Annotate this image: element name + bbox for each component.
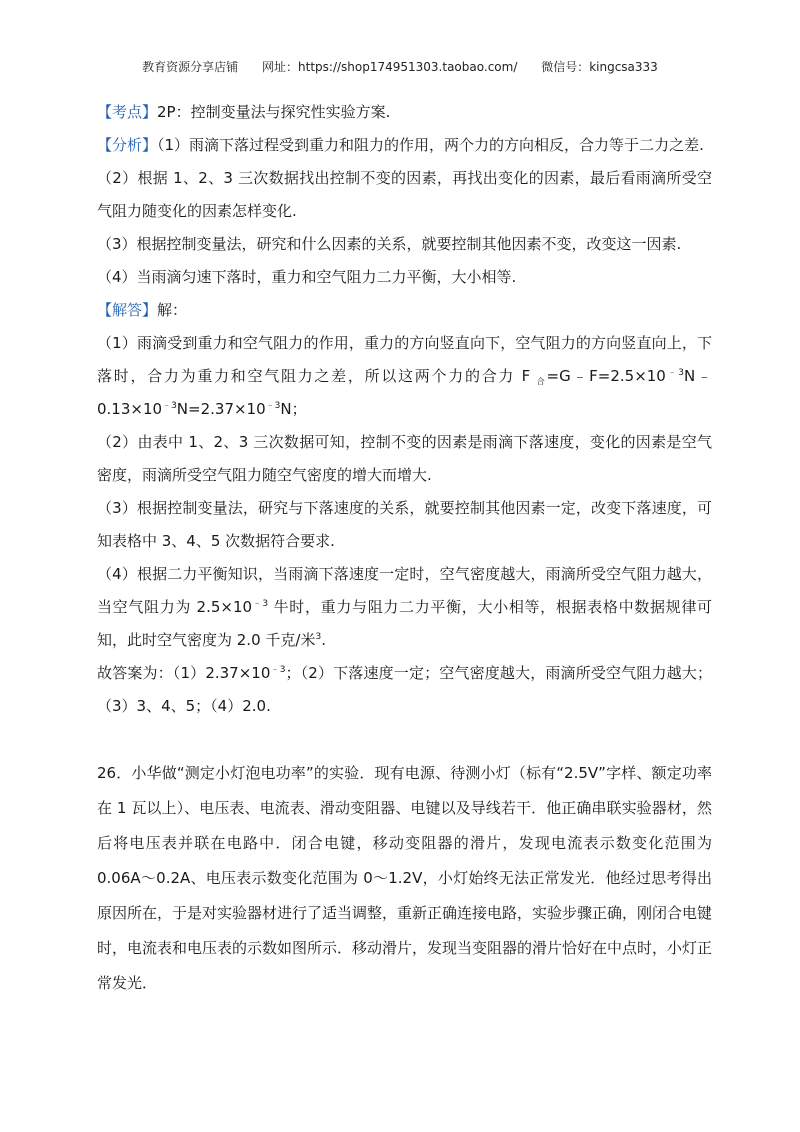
- section-gap: [97, 723, 712, 756]
- jieda-tag: 【解答】: [97, 301, 158, 319]
- kaodian-text: 2P：控制变量法与探究性实验方案.: [157, 103, 391, 121]
- fenxi-paragraph-1: [97, 129, 712, 162]
- fenxi-paragraph-4: （4）当雨滴匀速下落时，重力和空气阻力二力平衡，大小相等.: [97, 268, 517, 286]
- fenxi-paragraph-3: （3）根据控制变量法，研究和什么因素的关系，就要控制其他因素不变，改变这一因素.: [97, 235, 682, 253]
- fenxi-text-1: （1）雨滴下落过程受到重力和阻力的作用，两个力的方向相反，合力等于二力之差.: [157, 136, 704, 154]
- shop-url: 网址：https://shop174951303.taobao.com/: [262, 60, 518, 74]
- page-header: [0, 58, 800, 75]
- shop-name: 教育资源分享店铺: [142, 60, 239, 74]
- jieda-label: 解：: [157, 301, 188, 319]
- fenxi-paragraph-2: （2）根据 1、2、3 三次数据找出控制不变的因素，再找出变化的因素，最后看雨滴所受空气阻力随变化的因素怎样变化.: [97, 169, 712, 220]
- document-body: [97, 96, 712, 1001]
- jieda-heading: [97, 294, 712, 327]
- wechat-id: 微信号：kingcsa333: [541, 60, 658, 74]
- question-26: 26．小华做“测定小灯泡电功率”的实验．现有电源、待测小灯（标有“2.5V”字样、额定功率在 1 瓦以上）、电压表、电流表、滑动变阻器、电键以及导线若干．他正确串联实验器材，然后将电压表并联在电路中．闭合电键，移动变阻器的滑片，发现电流表示数变化范围为 0.06A～0.2A、电压表示数变化范围为 0～1.2V，小灯始终无法正常发光．他经过思考得出原因所在，于是对实验器材进行了适当调整，重新正确连接电路，实验步骤正确，刚闭合电键时，电流表和电压表的示数如图所示．移动滑片，发现当变阻器的滑片恰好在中点时，小灯正常发光．: [97, 764, 713, 992]
- jieda-paragraph-2: （2）由表中 1、2、3 三次数据可知，控制不变的因素是雨滴下落速度，变化的因素是空气密度，雨滴所受空气阻力随空气密度的增大而增大.: [97, 433, 712, 484]
- jieda-paragraph-1: （1）雨滴受到重力和空气阻力的作用，重力的方向竖直向下，空气阻力的方向竖直向上，下落时，合力为重力和空气阻力之差，所以这两个力的合力 F $_合=G﹣F=2.5\times 10^{﹣3}N﹣0.13\times 10^{﹣3}N=2.37\times 10^{﹣3}N$；: [97, 334, 712, 418]
- jieda-paragraph-3: （3）根据控制变量法，研究与下落速度的关系，就要控制其他因素一定，改变下落速度，可知表格中 3、4、5 次数据符合要求.: [97, 499, 712, 550]
- answer-paragraph: 故答案为：$(1)2.37\times 10^{﹣3}$；（2）下落速度一定；空气密度越大，雨滴所受空气阻力越大；（3）3、4、5；（4）2.0.: [97, 664, 713, 715]
- kaodian-tag: 【考点】: [97, 103, 158, 121]
- kaodian-paragraph: [97, 96, 712, 129]
- jieda-paragraph-4: （4）根据二力平衡知识，当雨滴下落速度一定时，空气密度越大，雨滴所受空气阻力越大，当空气阻力为 $2.5\times 10^{﹣3}$ 牛时，重力与阻力二力平衡，大小相等，根据表格中数据规律可知，此时空气密度为 2.0 千克/米$^3$.: [97, 565, 713, 649]
- subscript-he: 合: [536, 377, 547, 386]
- fenxi-tag: 【分析】: [97, 136, 158, 154]
